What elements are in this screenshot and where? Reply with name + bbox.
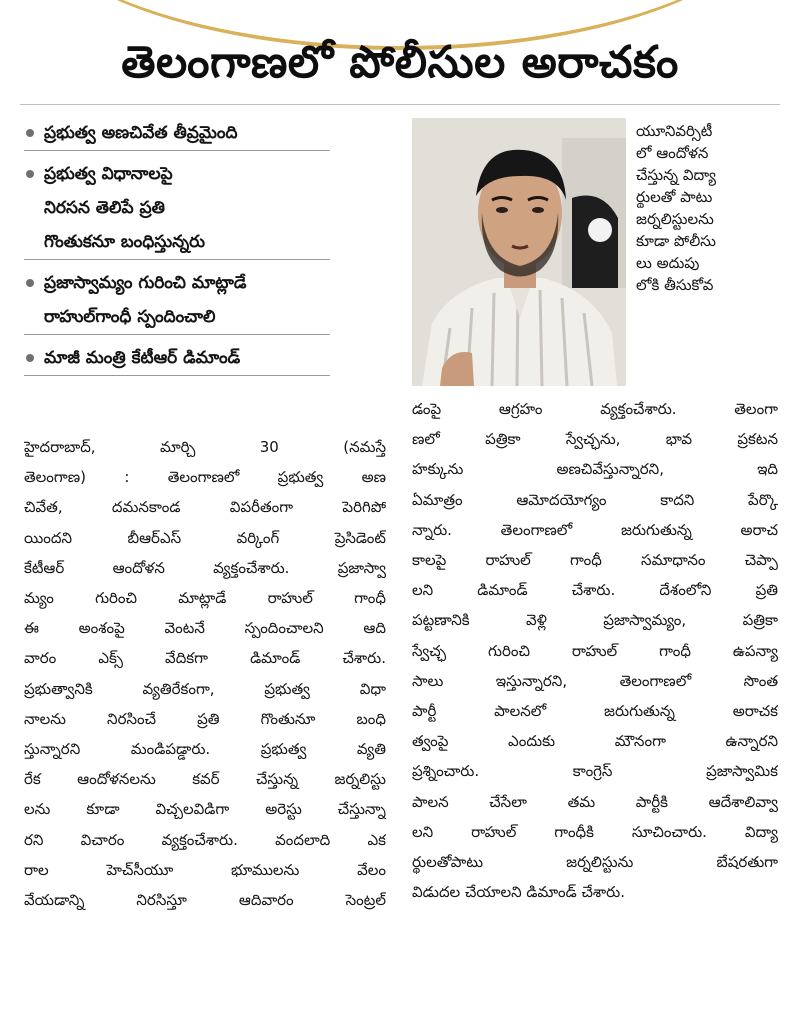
text-line: మ్యం గురించి మాట్లాడే రాహుల్ గాంధీ xyxy=(24,589,386,608)
text-line: పార్టీ పాలనలో జరుగుతున్న అరాచక xyxy=(412,702,778,721)
text-line: ర్థులతో పాటు xyxy=(636,188,713,206)
highlight-item xyxy=(24,341,330,376)
highlight-line: ప్రభుత్వ అణచివేత తీవ్రమైంది xyxy=(44,123,238,143)
text-line: లని డిమాండ్ చేశారు. దేశంలోని ప్రతి xyxy=(412,581,778,600)
bullet-icon xyxy=(26,354,34,362)
highlight-line: రాహుల్‌గాంధీ స్పందించాలి xyxy=(44,307,216,327)
text-line: జర్నలిస్టులను xyxy=(636,210,714,228)
highlight-line: ప్రజాస్వామ్యం గురించి మాట్లాడే xyxy=(44,273,247,293)
text-line: కేటీఆర్ ఆందోళన వ్యక్తంచేశారు. ప్రజాస్వా xyxy=(24,558,386,577)
highlight-line: మాజీ మంత్రి కేటీఆర్ డిమాండ్ xyxy=(44,348,241,368)
text-line: లు అదుపు xyxy=(636,254,700,272)
highlight-item xyxy=(24,266,330,335)
text-line: లను కూడా విచ్చలవిడిగా అరెస్టు చేస్తున్నా xyxy=(24,800,386,819)
text-line: పట్టణానికి వెళ్లి ప్రజాస్వామ్యం, పత్రికా xyxy=(412,611,778,630)
text-line: హక్కును అణచివేస్తున్నారని, ఇది xyxy=(412,460,778,479)
text-line: హైదరాబాద్, మార్చి 30 (నమస్తే xyxy=(24,438,386,456)
text-line: రేక ఆందోళనలను కవర్ చేస్తున్న జర్నలిస్టు xyxy=(24,770,386,789)
text-line: యిందని బీఆర్‌ఎస్ వర్కింగ్ ప్రెసిడెంట్ xyxy=(24,528,386,547)
bullet-icon xyxy=(26,170,34,178)
text-line: స్వేచ్ఛ గురించి రాహుల్ గాంధీ ఉపన్యా xyxy=(412,641,778,660)
text-line: త్వంపై ఎందుకు మౌనంగా ఉన్నారని xyxy=(412,732,778,751)
text-line: చేస్తున్న విద్యా xyxy=(636,166,717,184)
text-line: ప్రభుత్వానికి వ్యతిరేకంగా, ప్రభుత్వ విధా xyxy=(24,679,386,698)
highlight-line: ప్రభుత్వ విధానాలపై xyxy=(44,164,173,184)
text-line: లో ఆందోళన xyxy=(636,144,709,162)
text-line: ఏమాత్రం ఆమోదయోగ్యం కాదని పేర్కొ xyxy=(412,490,778,509)
text-line: స్తున్నారని మండిపడ్డారు. ప్రభుత్వ వ్యతి xyxy=(24,740,386,759)
text-line: నాలను నిరసించే ప్రతి గొంతునూ బంధి xyxy=(24,709,386,728)
bullet-icon xyxy=(26,279,34,287)
text-line: ప్రశ్నించారు. కాంగ్రెస్ ప్రజాస్వామిక xyxy=(412,762,778,781)
text-line: కాలపై రాహుల్ గాంధీ సమాధానం చెప్పా xyxy=(412,551,778,570)
text-line: లని రాహుల్ గాంధీకి సూచించారు. విద్యా xyxy=(412,822,778,841)
highlight-item xyxy=(24,116,330,151)
text-line: రాల హెచ్‌సీయూ భూములను వేలం xyxy=(24,860,386,879)
headline: తెలంగాణలో పోలీసుల అరాచకం xyxy=(121,37,679,88)
text-line: ర్థులతోపాటు జర్నలిస్టును బేషరతుగా xyxy=(412,853,778,872)
text-line: ణలో పత్రికా స్వేచ్ఛను, భావ ప్రకటన xyxy=(412,430,778,449)
wrap-text-beside-photo xyxy=(636,120,776,296)
text-line: తెలంగాణ) : తెలంగాణలో ప్రభుత్వ అణ xyxy=(24,468,386,487)
text-line: కూడా పోలీసు xyxy=(636,232,716,250)
portrait-illustration xyxy=(412,118,626,386)
highlight-line: గొంతుకనూ బంధిస్తున్నరు xyxy=(44,232,206,252)
article-column-right xyxy=(412,394,778,907)
text-line: డంపై ఆగ్రహం వ్యక్తంచేశారు. తెలంగా xyxy=(412,400,778,418)
text-line: వారం ఎక్స్ వేదికగా డిమాండ్ చేశారు. xyxy=(24,649,386,668)
text-line: వేయడాన్ని నిరసిస్తూ ఆదివారం సెంట్రల్ xyxy=(24,891,386,910)
text-line: లోకి తీసుకోవ xyxy=(636,276,714,294)
text-line: యూనివర్సిటీ xyxy=(636,122,713,140)
divider xyxy=(20,104,780,105)
highlights-list xyxy=(24,116,330,382)
text-line: రని విచారం వ్యక్తంచేశారు. వందలాది ఎక xyxy=(24,830,386,849)
highlight-line: నిరసన తెలిపే ప్రతి xyxy=(44,198,165,218)
text-line: చివేత, దమనకాండ విపరీతంగా పెరిగిపో xyxy=(24,498,386,517)
highlight-item xyxy=(24,157,330,260)
text-line: సాలు ఇస్తున్నారని, తెలంగాణలో సొంత xyxy=(412,671,778,690)
speaker-photo xyxy=(412,118,626,386)
text-line: విడుదల చేయాలని డిమాండ్ చేశారు. xyxy=(412,883,625,902)
text-line: పాలన చేసేలా తమ పార్టీకి ఆదేశాలివ్వా xyxy=(412,792,778,811)
bullet-icon xyxy=(26,129,34,137)
text-line: న్నారు. తెలంగాణలో జరుగుతున్న అరాచ xyxy=(412,520,778,539)
text-line: ఈ అంశంపై వెంటనే స్పందించాలని ఆది xyxy=(24,619,386,638)
article-column-left xyxy=(24,432,386,915)
